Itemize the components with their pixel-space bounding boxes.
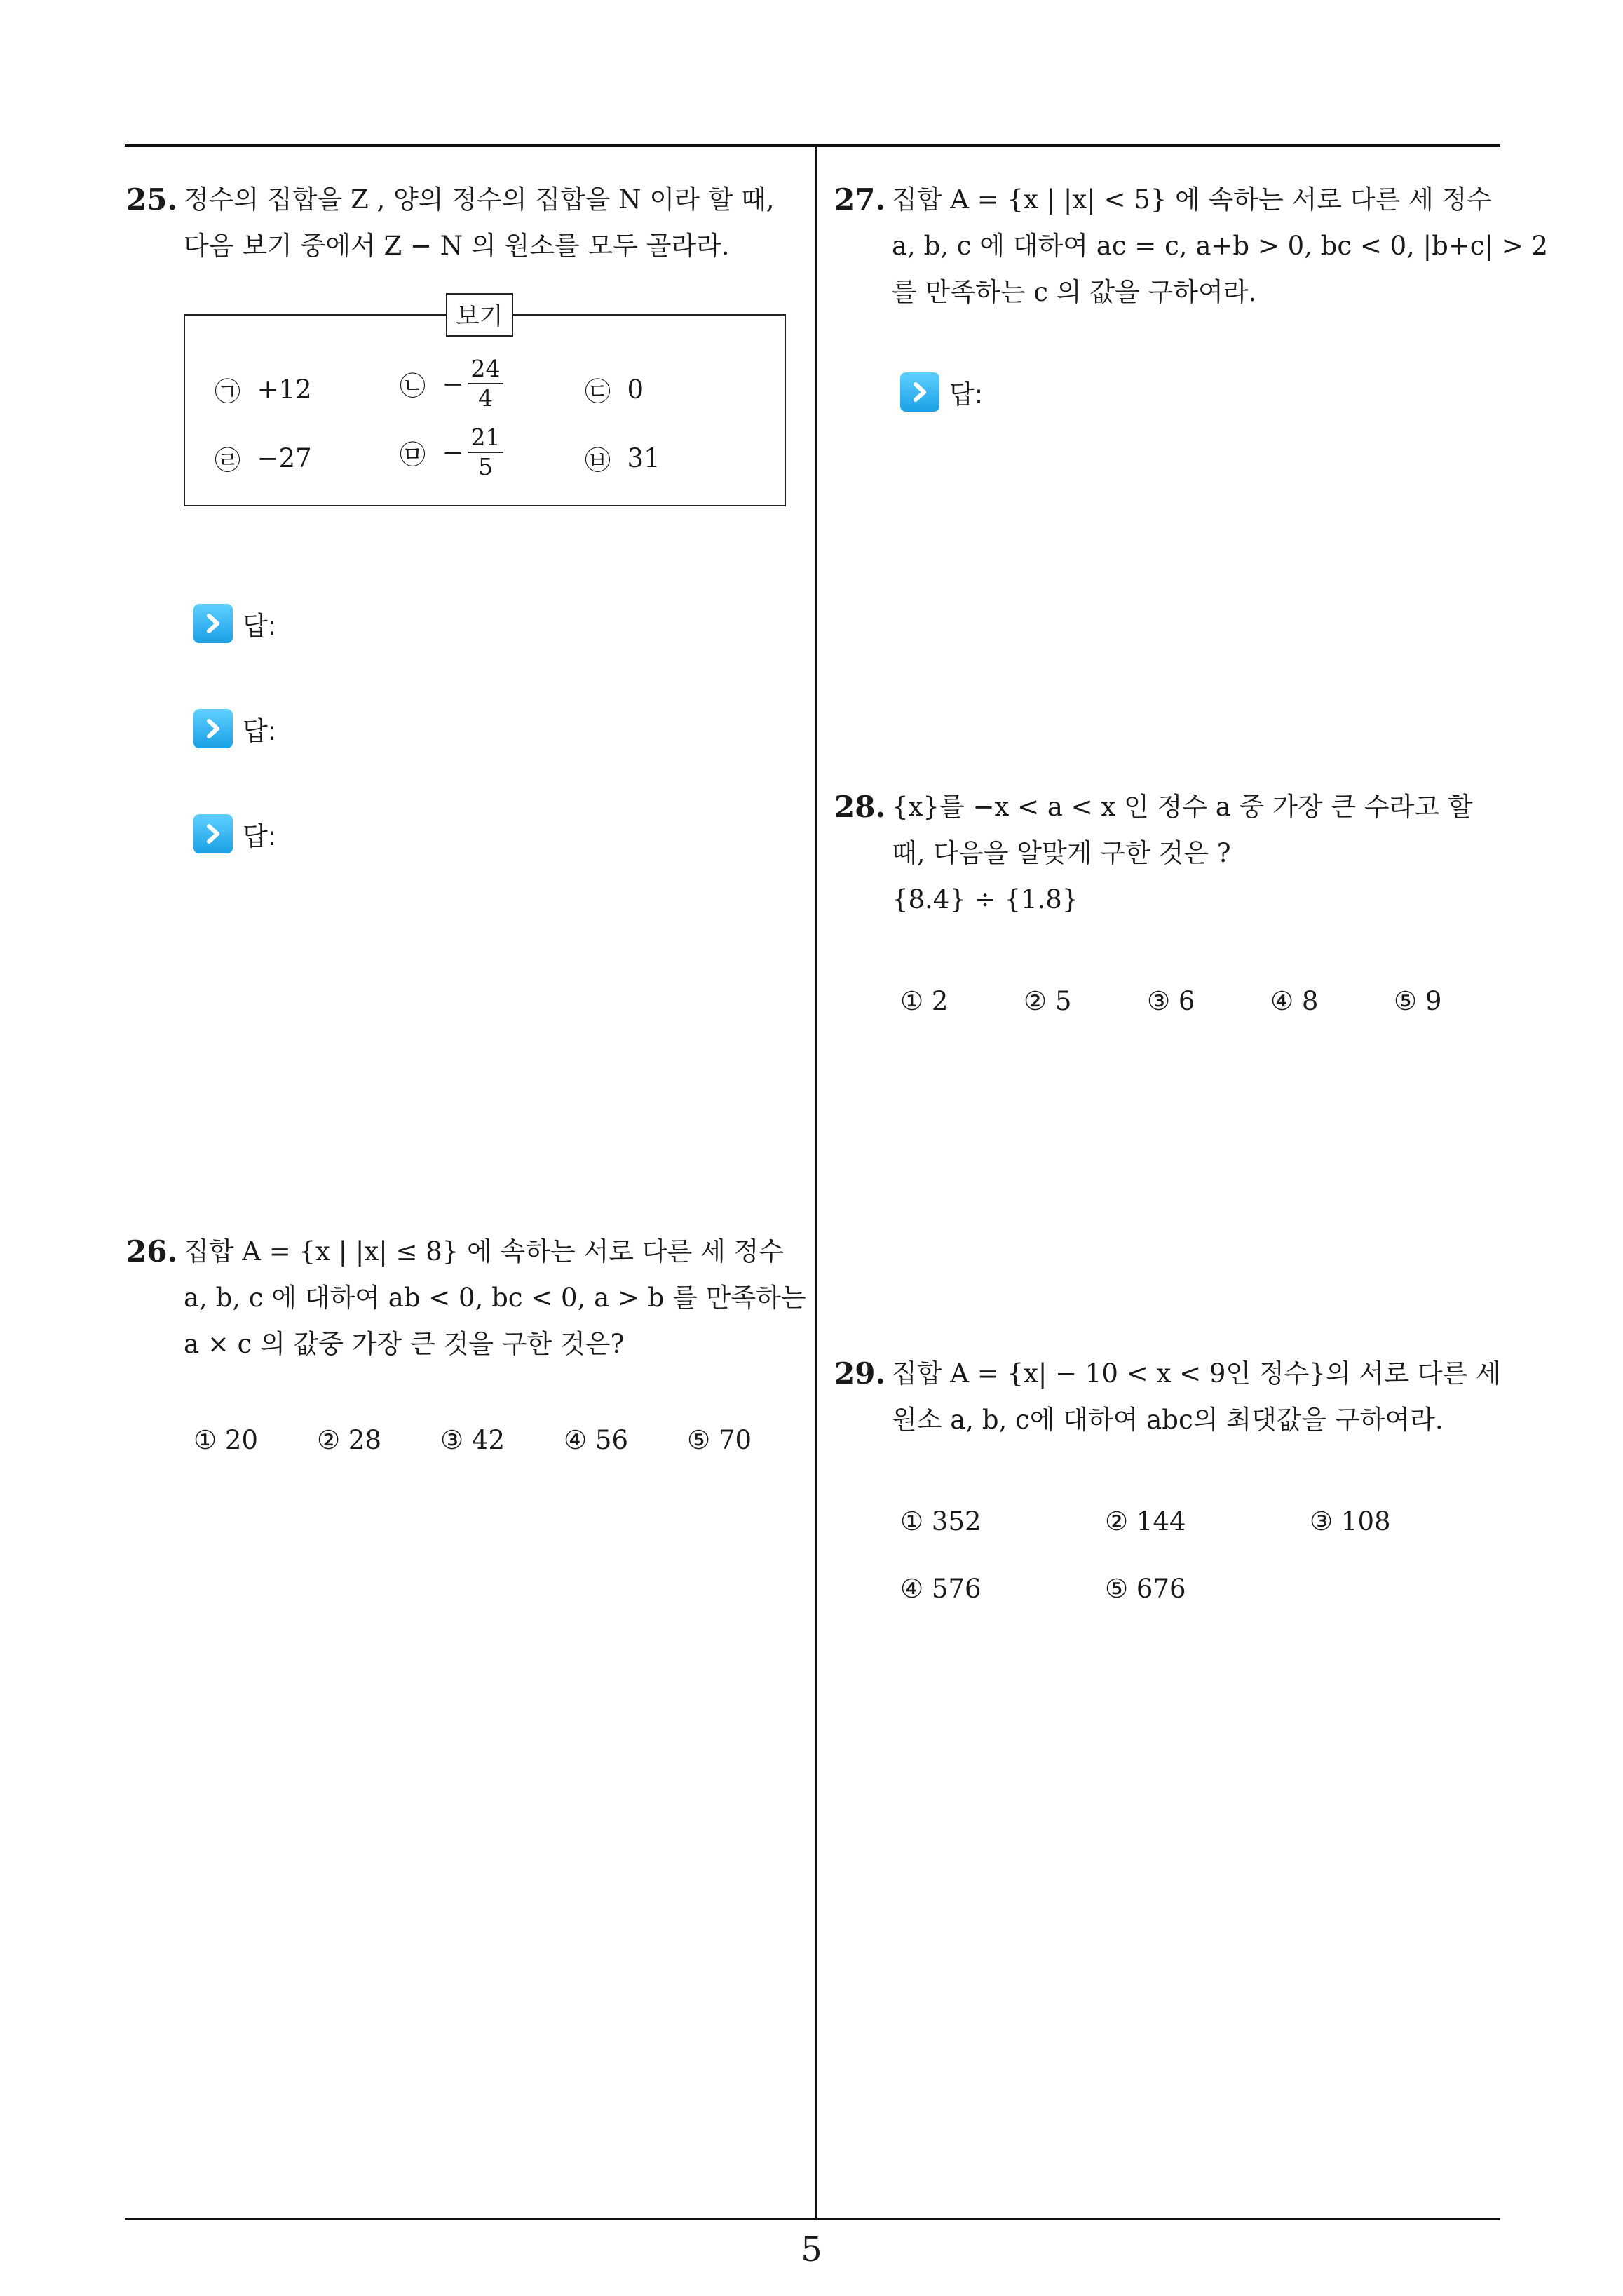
choice-option[interactable]: ② 28 (317, 1425, 382, 1455)
chevron-right-icon (193, 709, 233, 748)
choice-option[interactable]: ④ 8 (1270, 986, 1319, 1016)
question-number: 28. (834, 790, 886, 824)
question-text-line: a × c 의 값중 가장 큰 것을 구한 것은? (184, 1329, 625, 1359)
choice-option[interactable]: ⑤ 676 (1105, 1574, 1186, 1604)
choice-option[interactable]: ③ 42 (440, 1425, 505, 1455)
question-text-line: 때, 다음을 알맞게 구한 것은 ? (892, 838, 1231, 868)
page-number: 5 (801, 2230, 822, 2269)
question-27 (834, 177, 1549, 345)
question-text-line: {8.4} ÷ {1.8} (892, 884, 1079, 914)
choice-option[interactable]: ② 144 (1105, 1506, 1186, 1537)
question-28 (834, 784, 1500, 952)
bottom-rule (125, 2218, 1500, 2220)
fraction: $\frac{24}{4}$ (468, 355, 503, 412)
choice-option[interactable]: ⑤ 9 (1394, 986, 1442, 1016)
question-text-line: {x}를 −x < a < x 인 정수 a 중 가장 큰 수라고 할 (892, 792, 1473, 822)
choice-option[interactable]: ④ 56 (564, 1425, 629, 1455)
answer-label: 답: (243, 716, 277, 746)
chevron-right-icon (193, 604, 233, 643)
example-item: ㉤ − $\frac{21}{5}$ (400, 424, 503, 481)
choices-q28 (900, 986, 1489, 1021)
question-text-line: 를 만족하는 c 의 값을 구하여라. (892, 277, 1257, 307)
question-text-line: 집합 A = {x| − 10 < x < 9인 정수}의 서로 다른 세 (892, 1358, 1501, 1389)
answer-field[interactable] (193, 813, 276, 854)
example-item: ㉢ 0 (585, 374, 644, 407)
example-item: ㉡ − $\frac{24}{4}$ (400, 355, 503, 412)
example-item: ㉠ +12 (215, 374, 312, 407)
question-text-line: a, b, c 에 대하여 ab < 0, bc < 0, a > b 를 만족하는 (184, 1283, 806, 1313)
answer-label: 답: (949, 379, 984, 410)
question-text-line: 집합 A = {x | |x| < 5} 에 속하는 서로 다른 세 정수 (892, 184, 1493, 215)
question-number: 25. (126, 182, 178, 217)
choice-option[interactable]: ④ 576 (900, 1574, 982, 1604)
question-number: 26. (126, 1234, 178, 1269)
choice-option[interactable]: ⑤ 70 (687, 1425, 752, 1455)
question-29 (834, 1351, 1500, 1463)
example-item: ㉣ −27 (215, 443, 312, 475)
choice-option[interactable]: ① 2 (900, 986, 949, 1016)
choice-option[interactable]: ③ 6 (1147, 986, 1195, 1016)
chevron-right-icon (193, 814, 233, 853)
choice-option[interactable]: ③ 108 (1310, 1506, 1391, 1537)
answer-field[interactable] (900, 372, 983, 412)
choices-q29 (900, 1506, 1489, 1612)
answer-field[interactable] (193, 603, 276, 644)
top-rule (125, 144, 1500, 147)
question-26 (126, 1229, 806, 1397)
question-number: 29. (834, 1356, 886, 1391)
answer-field[interactable] (193, 708, 276, 749)
example-item: ㉥ 31 (585, 443, 660, 475)
choice-option[interactable]: ① 352 (900, 1506, 982, 1537)
column-divider (815, 144, 817, 2220)
question-number: 27. (834, 182, 886, 217)
answer-label: 답: (243, 611, 277, 641)
question-text-line: 다음 보기 중에서 Z − N 의 원소를 모두 골라라. (184, 231, 730, 261)
question-text-line: 정수의 집합을 Z , 양의 정수의 집합을 N 이라 할 때, (184, 184, 775, 215)
choices-q26 (193, 1425, 796, 1460)
choice-option[interactable]: ② 5 (1024, 986, 1072, 1016)
fraction: $\frac{21}{5}$ (468, 424, 503, 481)
choice-option[interactable]: ① 20 (193, 1425, 259, 1455)
chevron-right-icon (900, 372, 939, 412)
question-text-line: 집합 A = {x | |x| ≤ 8} 에 속하는 서로 다른 세 정수 (184, 1236, 785, 1267)
question-text-line: a, b, c 에 대하여 ac = c, a+b > 0, bc < 0, |b+c| > 2 (892, 231, 1549, 261)
question-text-line: 원소 a, b, c에 대하여 abc의 최댓값을 구하여라. (892, 1405, 1444, 1435)
example-box-title: 보기 (446, 293, 513, 337)
answer-label: 답: (243, 821, 277, 851)
